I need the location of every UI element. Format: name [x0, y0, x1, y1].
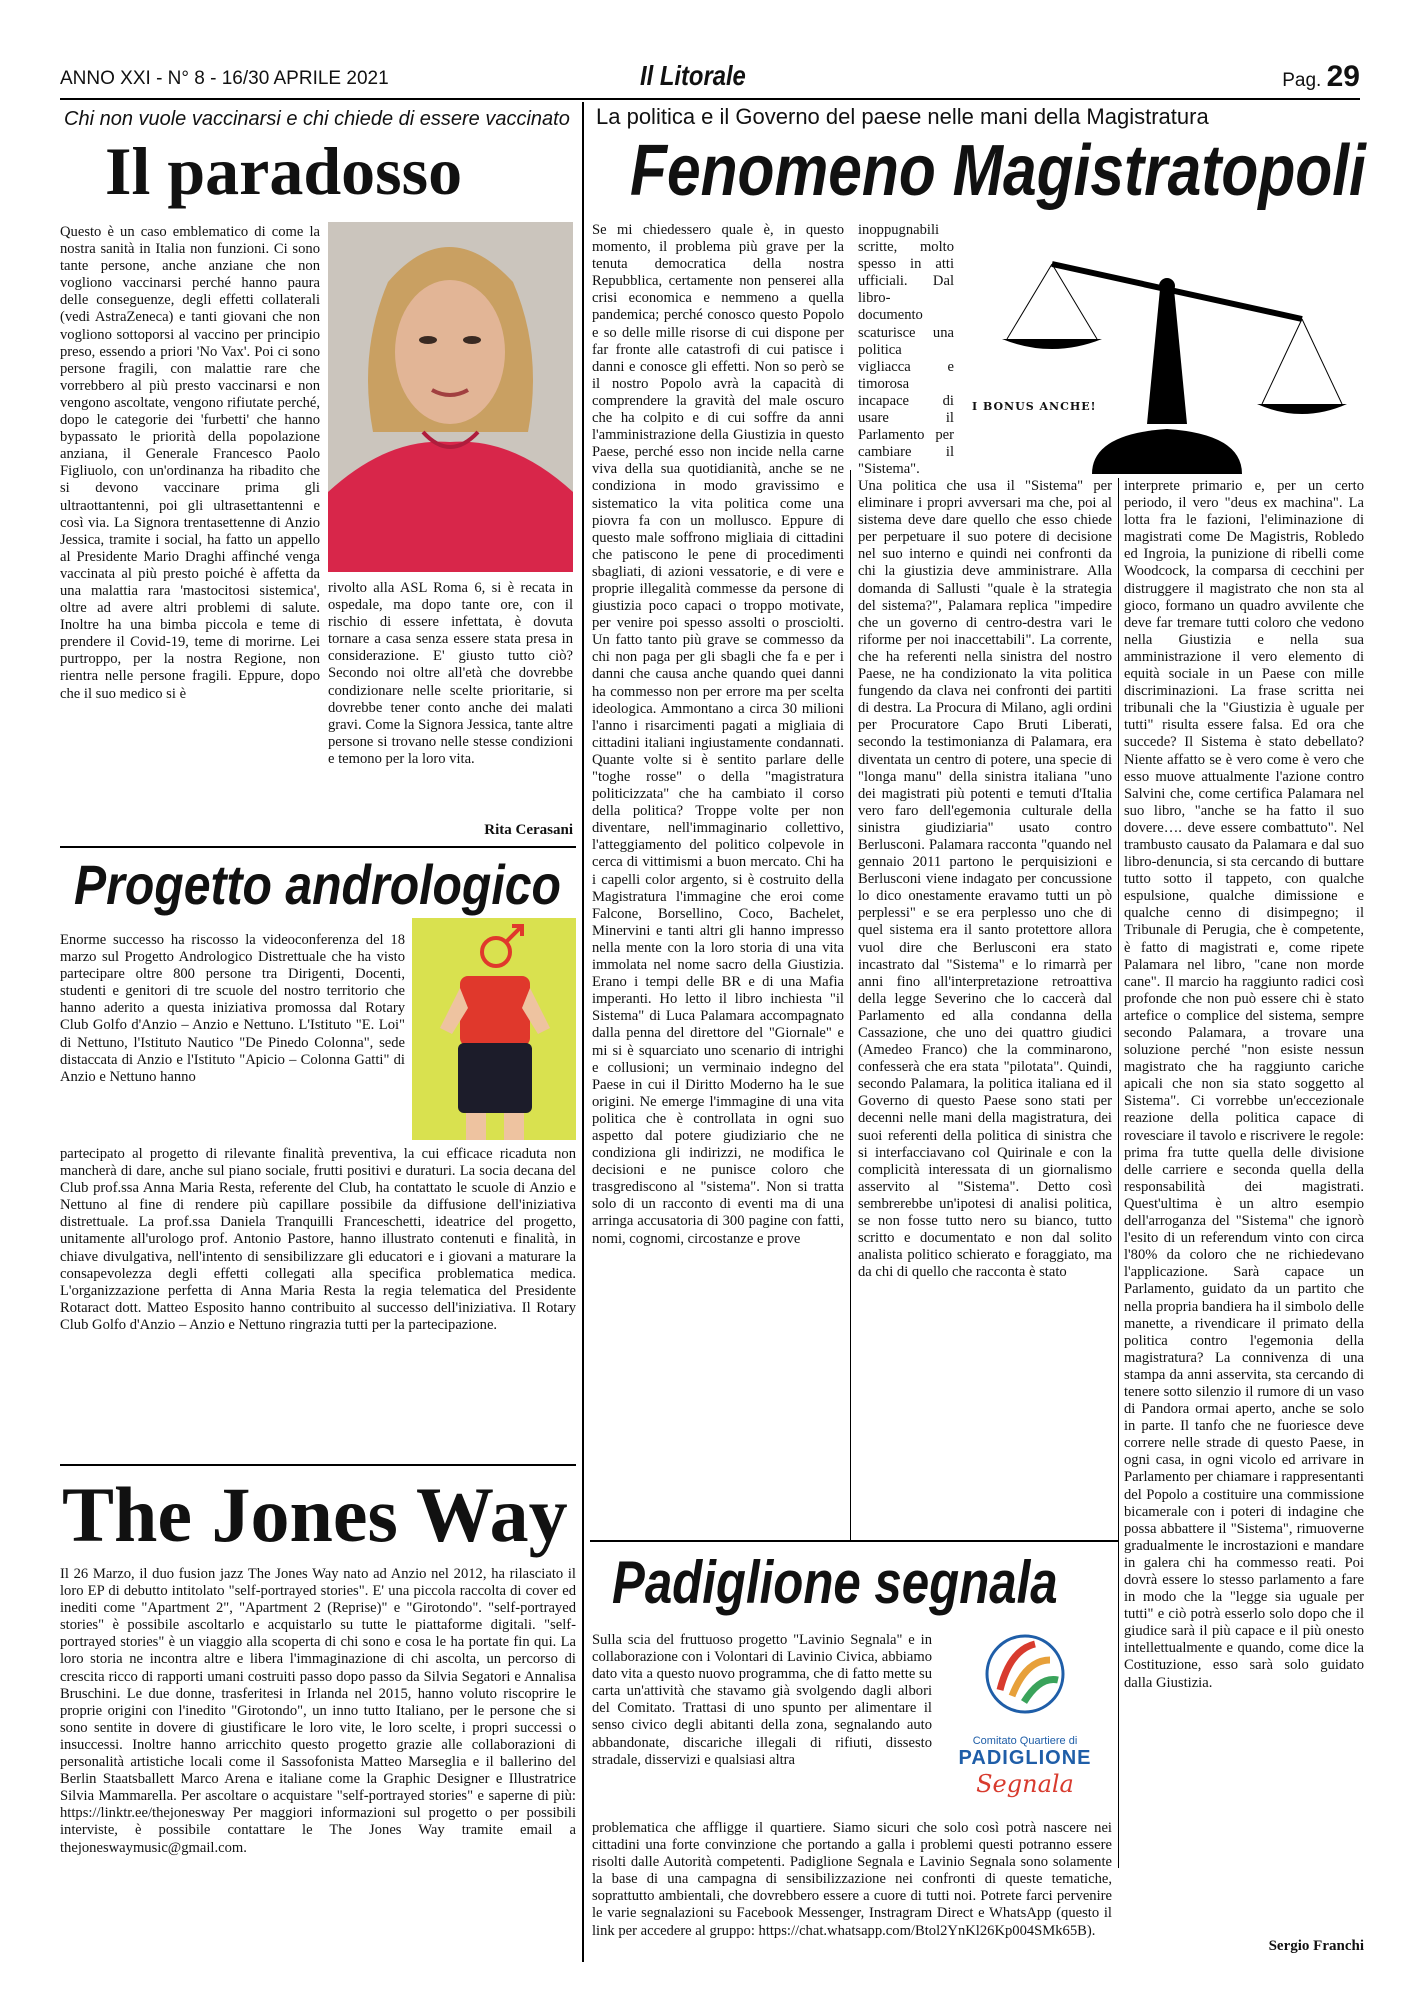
- andrologico-body-bottom: partecipato al progetto di rilevante finalità preventiva, la cui efficace ricaduta non mancherà di dare, anche sul piano sociale, frutti positivi e duraturi. La socia decana del Club prof.ssa Anna Maria Resta, referente del Club, ha contattato le scuole di Anzio e Nettuno al fine di rendere più capillare possibile da diffusione dell'iniziativa distrettuale. La prof.ssa Daniela Tranquilli Franceschetti, ideatrice del progetto, unitamente all'urologo prof. Antonio Pastore, hanno illustrato contenuti e finalità, in chiave divulgativa, nell'intento di sensibilizzare gli educatori e i giovani a maturare la consapevolezza degli effetti collegati alla specifica problematica medica. L'organizzazione perfetta di Anna Maria Resta la regia telematica del Presidente Rotaract dott. Matteo Esposito hanno contribuito al successo dell'iniziativa. Il Rotary Club Golfo d'Anzio – Anzio e Nettuno ringrazia tutti per la partecipazione.: [60, 1146, 576, 1333]
- padiglione-logo: [940, 1630, 1110, 1815]
- balance-scale-icon: [962, 224, 1362, 474]
- padiglione-body-top: Sulla scia del fruttuoso progetto "Lavinio Segnala" e in collaborazione con i Volontari di Lavinio Civica, abbiamo dato vita a questo nuovo programma, che di fatto mette su carta un'attività che stavamo già svolgendo dagli albori del Comitato. Trattasi di uno spunto per alimentare il senso civico degli abitanti della zona, segnalando auto abbandonate, discariche illegali di rifiuti, dissesto stradale, disservizi e qualsiasi altra: [592, 1632, 932, 1768]
- column-divider-mid: [850, 470, 851, 1540]
- padiglione-title: Padiglione segnala: [612, 1549, 1058, 1616]
- andrologico-body-top: Enorme successo ha riscosso la videoconferenza del 18 marzo sul Progetto Andrologico Distrettuale che ha visto partecipare oltre 800 persone tra Dirigenti, Docenti, studenti e genitori di tre scuole del nostro territorio che hanno aderito a questa iniziativa promossa dal Rotary Club Golfo d'Anzio – Anzio e Nettuno. L'Istituto "E. Loi" di Nettuno, l'Istituto Nautico "De Pinedo Colonna", sede distaccata di Anzio e l'Istituto "Apicio – Colonna Gatti" di Anzio e Nettuno hanno: [60, 932, 405, 1085]
- paradosso-body-left: Questo è un caso emblematico di come la nostra sanità in Italia non funzioni. Ci sono tante persone, anche anziane che non vogliono vaccinarsi perché hanno paura delle conseguenze, degli effetti collaterali (vedi AstraZeneca) e tanti giovani che non vogliono sottoporsi al vaccino per principio preso, essendo a priori 'No Vax'. Poi ci sono persone fragili, con malattie rare che vorrebbero al più presto vaccinarsi e non vengono ascoltate, vengono rifiutate perché, dopo le categorie dei 'furbetti' che hanno bypassato le priorità della popolazione anziana, il Generale Francesco Paolo Figliuolo, con un'ordinanza ha ribadito che si devono vaccinare prima gli ultraottantenni, poi gli ultrasettantenni e così via. La Signora trentasettenne di Anzio Jessica, tramite i social, ha fatto un appello al Presidente Mario Draghi affinché venga vaccinata al più presto poiché è affetta da una malattia rara 'mastocitosi sistemica', oltre ad avere altri problemi di salute. Inoltre ha una bimba piccola e teme di prendere il Covid-19, teme di morirne. Lei purtroppo, per la nostra Regione, non rientra nelle persone fragili. Eppure, dopo che il suo medico si è: [60, 224, 320, 702]
- logo-line1: Comitato Quartiere di: [972, 1735, 1078, 1747]
- section-rule: [590, 1540, 1118, 1542]
- magistratopoli-col2: Una politica che usa il "Sistema" per eliminare i propri avversari ma che, poi al sistema deve dare quello che esso chiede per perpetuare il suo potere di decisione nel suo interno e quindi nei confronti da chi la giustizia deve amministrare. Alla domanda di Sallusti "quale è la strategia del sistema?", Palamara replica "impedire che un governo di centro-destra vari le riforme per noi inaccettabili". La corrente, che ha referenti nella sinistra del nostro Paese, ne ha condizionato la vita politica fungendo da clava nei confronti dei partiti di destra. La Procura di Milano, agli ordini per Procuratore Capo Bruti Liberati, secondo la testimonianza di Palamara, era diventata un centro di potere, una specie di "longa manu" della sinistra italiana "uno dei magistrati più potenti e temuti d'Italia vero faro dell'egemonia culturale della sinistra giudiziaria" usato contro Berlusconi. Palamara racconta "quando nel gennaio 2011 partono le perquisizioni e Berlusconi viene indagato per concussione lo dico onestamente eravamo tutti un pò perplessi" e se era perplesso uno che di quel sistema era il santo protettore allora vuol dire che Berlusconi era stato incastrato dal "Sistema" e lo rimarrà per anni fino all'interpretazione retroattiva della legge Severino che lo caccerà dal Parlamento ed alla condanna della Cassazione, che uno dei quattro giudici (Amedeo Franco) che la comminarono, confesserà che era stata "pilotata". Quindi, secondo Palamara, la politica italiana ed il Governo di questo Paese sono stati per decenni nelle mani della magistratura, dei suoi referenti della politica di sinistra che si interfacciavano col Quirinale e con la complicità interessata di un giornalismo asservito al "Sistema". Detto così sembrerebbe un'ipotesi di analisi politica, se non fosse tutto nero su bianco, tutto scritto e documentato e non dal solito analista politico schierato e foraggiato, ma da chi di quello che racconta è stato: [858, 478, 1112, 1281]
- paradosso-kicker: Chi non vuole vaccinarsi e chi chiede di essere vaccinato: [64, 108, 570, 130]
- jones-body: Il 26 Marzo, il duo fusion jazz The Jones Way nato ad Anzio nel 2012, ha rilasciato il loro EP di debutto intitolato "self-portrayed stories". E' una piccola raccolta di cover ed inediti come "Apartment 2", "Apartment 2 (Reprise)" e "Girotondo". "self-portrayed stories" è possibile ascoltarlo e acquistarlo su tutte le piattaforme digitali. "self-portrayed stories" è un viaggio alla scoperta di chi sono e cosa le ha portate fin qui. La loro storia ne incontra altre e libera l'immaginazione di chi ascolta, un percorso di crescita ricco di rapporti umani costruiti passo dopo passo da Silvia Segatori e Annalisa Bruschini. Le due donne, trasferitesi in Irlanda nel 2015, hanno voluto riscoprire le proprie origini con l'inedito "Girotondo", un inno tutto Italiano, per le persone che si sono sentite in dovere di giustificare le loro vite, le loro scelte, i propri successi o insuccessi. Inoltre hanno arricchito questo progetto grazie alle collaborazioni di personalità artistiche locali come il Sassofonista Matteo Marseglia e il ballerino del Berlin Staatsballett Marco Arena e italiane come la Graphic Designer e Illustratrice Silvia Mammarella. Per ascoltare o acquistare "self-portrayed stories" e saperne di più: https://linktr.ee/thejonesway Per maggiori informazioni sul progetto o per possibili interviste, è possibile contattare le The Jones Way tramite email a thejoneswaymusic@gmail.com.: [60, 1566, 576, 1856]
- issue-info: ANNO XXI - N° 8 - 16/30 APRILE 2021: [60, 68, 389, 89]
- andrologico-title: Progetto andrologico: [74, 853, 561, 916]
- magistratopoli-kicker: La politica e il Governo del paese nelle mani della Magistratura: [596, 104, 1209, 129]
- photo-rita-cerasani: [328, 222, 573, 572]
- andrologico-image: [412, 918, 576, 1140]
- section-rule: [60, 846, 576, 848]
- scale-caption: I BONUS ANCHE!: [972, 400, 1097, 413]
- woman-portrait: [328, 222, 573, 572]
- padiglione-logo-mark: [940, 1630, 1110, 1730]
- scale-illustration: [962, 224, 1362, 474]
- logo-line2: PADIGLIONE: [958, 1747, 1092, 1769]
- page-header: [60, 60, 1360, 100]
- magistratopoli-author: Sergio Franchi: [1268, 1938, 1364, 1954]
- magistratopoli-col1: Se mi chiedessero quale è, in questo momento, il problema più grave per la tenuta democratica della nostra Repubblica, certamente non penserei alla crisi economica e nemmeno a quella pandemica; perché conosco questo Popolo e so delle mille risorse di cui dispone per far fronte alle catastrofi di cui patisce i danni e conosce gli effetti. Non so però se il nostro Popolo avrà la capacità di comprendere la gravità del male oscuro che ha colpito e di cui soffre da anni l'amministrazione della Giustizia in questo Paese, perché esso non incide nella carne viva della sua quotidianità, anche se ne condiziona in modo gravissimo e sistematico la vita politica come una piovra fa con un mollusco. Eppure di questo male soffrono migliaia di cittadini che patiscono le pene di procedimenti sbagliati, di azioni vessatorie, e di vere e proprie illegalità commesse da persone di giustizia poco capaci o troppo motivate, per venire poi spesso assolti o prosciolti. Un fatto tanto più grave se commesso da chi non paga per gli sbagli che fa e per i danni che causa anche quando quei danni ha commesso non per errore ma per scelta ideologica. Ammontano a circa 30 milioni l'anno i risarcimenti pagati a migliaia di cittadini italiani ingiustamente condannati. Quante volte si è sentito parlare delle "toghe rosse" o della "magistratura politicizzata" che ha cambiato il corso della politica? Troppe volte per non diventare, nell'immaginario collettivo, l'atteggiamento del politico colpevole in cerca di vittimismi a buon mercato. Chi ha i capelli color argento, si è costruito della Magistratura l'immagine che eroi come Falcone, Borsellino, Coco, Bachelet, Minervini e tanti altri gli hanno impresso nella mente con la loro storia di una vita immolata nel nome sacro della Giustizia. Erano i tempi delle BR e di una Mafia imperanti. Ho letto il libro inchiesta "il Sistema" di Luca Palamara accompagnato dalla penna del direttore del "Giornale" e mi si è squarciato uno scenario di intrighi e collusioni; un verminaio indegno del Paese in cui il Diritto Moderno ha le sue origini. Ne emerge l'immagine di una vita politica che è controllata in ogni suo aspetto dal potere giudiziario che ne condiziona gli indirizzi, ne modifica le decisioni e ne punisce coloro che trasgrediscono al "sistema". Non si tratta solo di un racconto di eventi ma di una arringa accusatoria di 300 pagine con fatti, nomi, cognomi, circostanze e prove: [592, 222, 844, 1247]
- masthead: Il Litorale: [640, 60, 746, 91]
- magistratopoli-col3: interprete primario e, per un certo periodo, il vero "deus ex machina". La lotta fra le fazioni, l'eliminazione di magistrati come De Magistris, Robledo ed Ingroia, la punizione di ribelli come Woodcock, la comparsa di cecchini per distruggere il magistrato che non sta al gioco, formano un quadro avvilente che deve far tremare tutti coloro che vedono nella Giustizia e nella sua amministrazione il vero elemento di equità sociale in un Paese con mille discriminazioni. La frase scritta nei tribunali che la "Giustizia è uguale per tutti" risulta essere falsa. Ed ora che succede? Il Sistema è stato debellato? Niente affatto se è vero come è vero che esso muove attualmente l'azione contro Salvini che, come certifica Palamara nel suo libro, "anche se ha fatto il suo dovere…. deve essere combattuto". Nel trambusto causato da Palamara e dal suo libro-denuncia, si sta cercando di buttare tutto sotto il tappeto, con qualche espulsione, qualche dimissione e qualche cenno di disimpegno; il Tribunale di Perugia, che è competente, è fatto di magistrati e, come ripete Palamara nel libro, "cane non morde cane". Il marcio ha raggiunto radici così profonde che non può essere chi è stato artefice o complice del sistema, sempre secondo Palamara, a trovare una soluzione perché "non esiste nessun magistrato che ha raggiunto cariche apicali che non sia stato soggetto al Sistema". Ci vorrebbe un'eccezionale reazione della politica capace di rovesciare il tavolo e riscrivere le regole: prima fra tutte quella delle divisione delle carriere e seconda quella della responsabilità dei magistrati. Quest'ultima è un altro esempio dell'arroganza del "Sistema" che ignorò l'esito di un referendum vinto con circa l'80% da coloro che ne richiedevano l'applicazione. Sarà capace un Parlamento, guidato da un partito che nella propria bandiera ha il simbolo delle manette, a rivendicare il primato della politica contro l'egemonia della magistratura? La connivenza di una stampa da anni asservita, sta cercando di tenere sotto silenzio il rumore di un vaso di Pandora ormai aperto, anche se solo in parte. Il tanfo che ne fuoriesce deve correre nelle strade di questo Paese, in ogni casa, in ogni vicolo ed arrivare in Parlamento per chiamare i rappresentanti del Popolo a costituire una commissione bicamerale con i poteri di indagine che possa abbattere il "Sistema", rimuoverne gradualmente le incrostazioni e mandare in galera chi ha commesso reati. Poi dovrà essere lo stesso parlamento a fare in modo che la "legge sia uguale per tutti" e ciò potrà esserlo solo dopo che il giudice sarà il più capace e il più onesto intellettualmente e quando, come dice la Costituzione, esso sarà solo guidato dalla Giustizia.: [1124, 478, 1364, 1691]
- column-divider-right: [1118, 478, 1119, 1868]
- magistratopoli-title: Fenomeno Magistratopoli: [630, 131, 1366, 211]
- logo-line3: Segnala: [976, 1770, 1074, 1798]
- paradosso-title: Il paradosso: [105, 133, 463, 209]
- jones-title: The Jones Way: [62, 1471, 568, 1558]
- magistratopoli-col2-top: inoppugnabili scritte, molto spesso in atti ufficiali. Dal libro-documento scaturisce una politica vigliacca e timorosa incapace di usare il Parlamento per cambiare il "Sistema".: [858, 222, 954, 476]
- column-divider: [582, 102, 584, 1962]
- paradosso-author: Rita Cerasani: [484, 822, 573, 838]
- male-symbol-illustration: [412, 918, 576, 1140]
- padiglione-body-bottom: problematica che affligge il quartiere. Siamo sicuri che solo così potrà nascere nei cittadini una forte convinzione che portando a galla i problemi questi potranno essere risolti dalle Autorità competenti. Padiglione Segnala e Lavinio Segnala sono solamente la base di una campagna di sensibilizzazione nei confronti di queste tematiche, soprattutto ambientali, che dovrebbero essere a cuore di tutti noi. Potrete farci pervenire le varie segnalazioni su Facebook Messenger, Instragram Direct e WhatsApp (questo il link per accedere al gruppo: https://chat.whatsapp.com/Btol2YnKl26Kp004SMk65B).: [592, 1820, 1112, 1939]
- section-rule: [60, 1464, 576, 1466]
- page-number: Pag. 29: [1282, 60, 1360, 93]
- paradosso-body-right: rivolto alla ASL Roma 6, si è recata in ospedale, ma dopo tante ore, con il rischio di essere infettata, è dovuta tornare a casa senza essere stata presa in considerazione. E' giusto tutto ciò? Secondo noi oltre all'età che dovrebbe condizionare nelle scelte prioritarie, si dovrebbe tener conto anche dei malati gravi. Come la Signora Jessica, tante altre persone si trovano nelle stesse condizioni e temono per la loro vita.: [328, 580, 573, 767]
